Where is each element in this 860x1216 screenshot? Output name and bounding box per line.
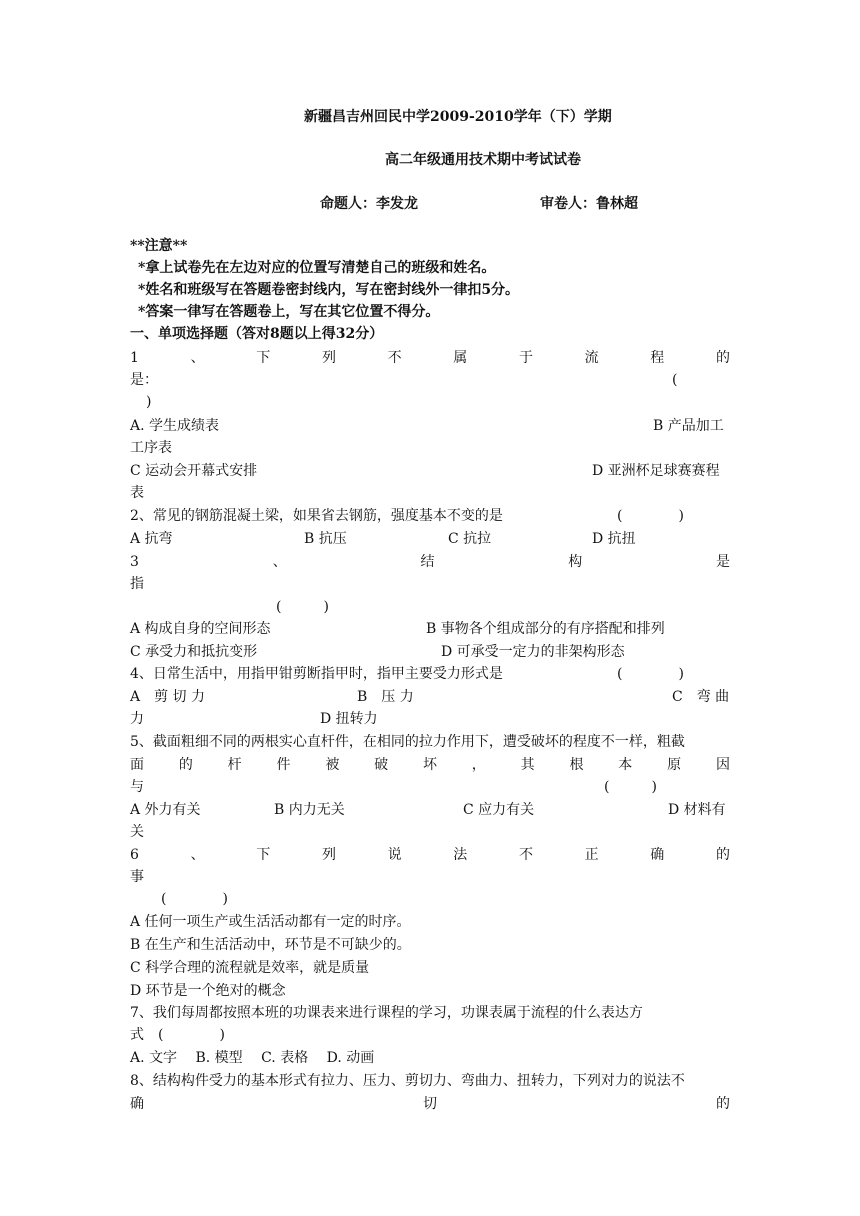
- stem-token: 1: [130, 350, 139, 366]
- stem-token: 3: [130, 554, 139, 570]
- notice-heading: **注意**: [130, 238, 188, 254]
- question-5-cont: 与: [130, 779, 144, 795]
- option-b-cont: 工序表: [130, 440, 172, 456]
- question-1-stem: [130, 347, 730, 369]
- stem-token: 是: [715, 554, 730, 570]
- stem-token: 确: [650, 847, 665, 863]
- option-a: A 剪 切 力: [130, 689, 206, 705]
- reviewer-line: 审卷人：鲁林超: [540, 196, 638, 212]
- option-c: C 承受力和抵抗变形: [130, 644, 258, 660]
- stem-token: 法: [453, 847, 468, 863]
- notice-item: *答案一律写在答题卷上，写在其它位置不得分。: [138, 304, 440, 320]
- exam-title: 高二年级通用技术期中考试试卷: [385, 152, 581, 168]
- stem-token: 的: [178, 757, 193, 773]
- question-3-stem: [130, 551, 730, 573]
- option-b: B 事物各个组成部分的有序搭配和排列: [426, 621, 665, 637]
- notice-item: *拿上试卷先在左边对应的位置写清楚自己的班级和姓名。: [138, 260, 496, 276]
- answer-paren: (: [672, 372, 678, 388]
- section-heading: 一、单项选择题（答对8题以上得32分）: [130, 326, 384, 342]
- stem-token: 因: [715, 757, 730, 773]
- option-d: D 可承受一定力的非架构形态: [441, 644, 625, 660]
- stem-token: 其: [520, 757, 535, 773]
- option-d: D 抗扭: [592, 531, 636, 547]
- stem-token: 坏: [422, 757, 437, 773]
- question-7-options: A. 文字 B. 模型 C. 表格 D. 动画: [130, 1050, 375, 1066]
- school-title: 新疆昌吉州回民中学2009-2010学年（下）学期: [304, 109, 612, 125]
- stem-token: 被: [325, 757, 340, 773]
- option-b: B 内力无关: [274, 802, 345, 818]
- stem-token: 、: [272, 554, 287, 570]
- answer-paren: ): [146, 394, 152, 410]
- stem-token: 、: [190, 847, 205, 863]
- stem-token: 本: [618, 757, 633, 773]
- stem-token: 、: [190, 350, 205, 366]
- answer-paren: ( ): [604, 779, 657, 795]
- stem-token: 下: [256, 847, 271, 863]
- option-a: A. 学生成绩表: [130, 418, 220, 434]
- question-3-cont: 指: [130, 576, 144, 592]
- question-2-stem: 2、常见的钢筋混凝土梁，如果省去钢筋，强度基本不变的是: [130, 508, 503, 524]
- stem-token: 确: [130, 1096, 144, 1112]
- stem-token: 不: [518, 847, 533, 863]
- stem-token: 流: [584, 350, 599, 366]
- stem-token: 说: [387, 847, 402, 863]
- question-5-stem: 5、截面粗细不同的两根实心直杆件，在相同的拉力作用下，遭受破坏的程度不一样，粗截: [130, 734, 685, 750]
- option-c: C 抗拉: [448, 531, 492, 547]
- stem-token: 杆: [227, 757, 242, 773]
- option-a: A 构成自身的空间形态: [130, 621, 271, 637]
- option-b: B 在生产和生活活动中，环节是不可缺少的。: [130, 937, 411, 953]
- answer-paren: ( ): [617, 666, 684, 682]
- stem-token: 6: [130, 847, 139, 863]
- option-b: B 压 力: [357, 689, 414, 705]
- question-6-cont: 事: [130, 869, 144, 885]
- notice-item: *姓名和班级写在答题卷密封线内，写在密封线外一律扣5分。: [138, 282, 520, 298]
- question-6-stem: [130, 844, 730, 866]
- stem-token: 件: [276, 757, 291, 773]
- stem-token: 结: [420, 554, 435, 570]
- answer-paren: ( ): [276, 599, 329, 615]
- question-4-stem: 4、日常生活中，用指甲钳剪断指甲时，指甲主要受力形式是: [130, 666, 503, 682]
- stem-token: 的: [715, 847, 730, 863]
- question-8-stem-justified: [130, 1093, 730, 1115]
- option-c: C 应力有关: [463, 802, 535, 818]
- option-d: D 材料有: [668, 802, 726, 818]
- stem-token: 根: [569, 757, 584, 773]
- stem-token: 不: [387, 350, 402, 366]
- question-7-cont: 式 ( ): [130, 1027, 225, 1043]
- option-d-cont: 表: [130, 485, 144, 501]
- option-b: B 抗压: [304, 531, 347, 547]
- stem-token: ，: [471, 757, 486, 773]
- option-d: D 扭转力: [320, 711, 378, 727]
- stem-token: 面: [130, 757, 144, 773]
- question-1-cont: 是：: [130, 372, 158, 388]
- option-d-cont: 关: [130, 824, 144, 840]
- stem-token: 下: [256, 350, 271, 366]
- stem-token: 的: [715, 350, 730, 366]
- stem-token: 破: [374, 757, 389, 773]
- author-line: 命题人：李发龙: [320, 196, 418, 212]
- question-5-stem-justified: [130, 754, 730, 776]
- answer-paren: ( ): [161, 891, 228, 907]
- option-a: A 任何一项生产或生活活动都有一定的时序。: [130, 914, 411, 930]
- stem-token: 原: [667, 757, 682, 773]
- stem-token: 程: [650, 350, 665, 366]
- option-a: A 外力有关: [130, 802, 201, 818]
- stem-token: 列: [321, 847, 336, 863]
- stem-token: 的: [716, 1096, 730, 1112]
- stem-token: 正: [584, 847, 599, 863]
- question-8-stem: 8、结构构件受力的基本形式有拉力、压力、剪切力、弯曲力、扭转力，下列对力的说法不: [130, 1073, 685, 1089]
- option-d: D 亚洲杯足球赛赛程: [592, 463, 720, 479]
- stem-token: 构: [568, 554, 583, 570]
- option-c-cont: 力: [130, 711, 144, 727]
- stem-token: 列: [321, 350, 336, 366]
- option-d: D 环节是一个绝对的概念: [130, 983, 286, 999]
- option-b: B 产品加工: [653, 418, 724, 434]
- stem-token: 切: [423, 1096, 437, 1112]
- answer-paren: ( ): [617, 508, 684, 524]
- option-c: C 弯 曲: [672, 689, 730, 705]
- option-c: C 运动会开幕式安排: [130, 463, 258, 479]
- stem-token: 于: [518, 350, 533, 366]
- question-7-stem: 7、我们每周都按照本班的功课表来进行课程的学习，功课表属于流程的什么表达方: [130, 1005, 643, 1021]
- option-a: A 抗弯: [130, 531, 173, 547]
- stem-token: 属: [453, 350, 468, 366]
- option-c: C 科学合理的流程就是效率，就是质量: [130, 960, 370, 976]
